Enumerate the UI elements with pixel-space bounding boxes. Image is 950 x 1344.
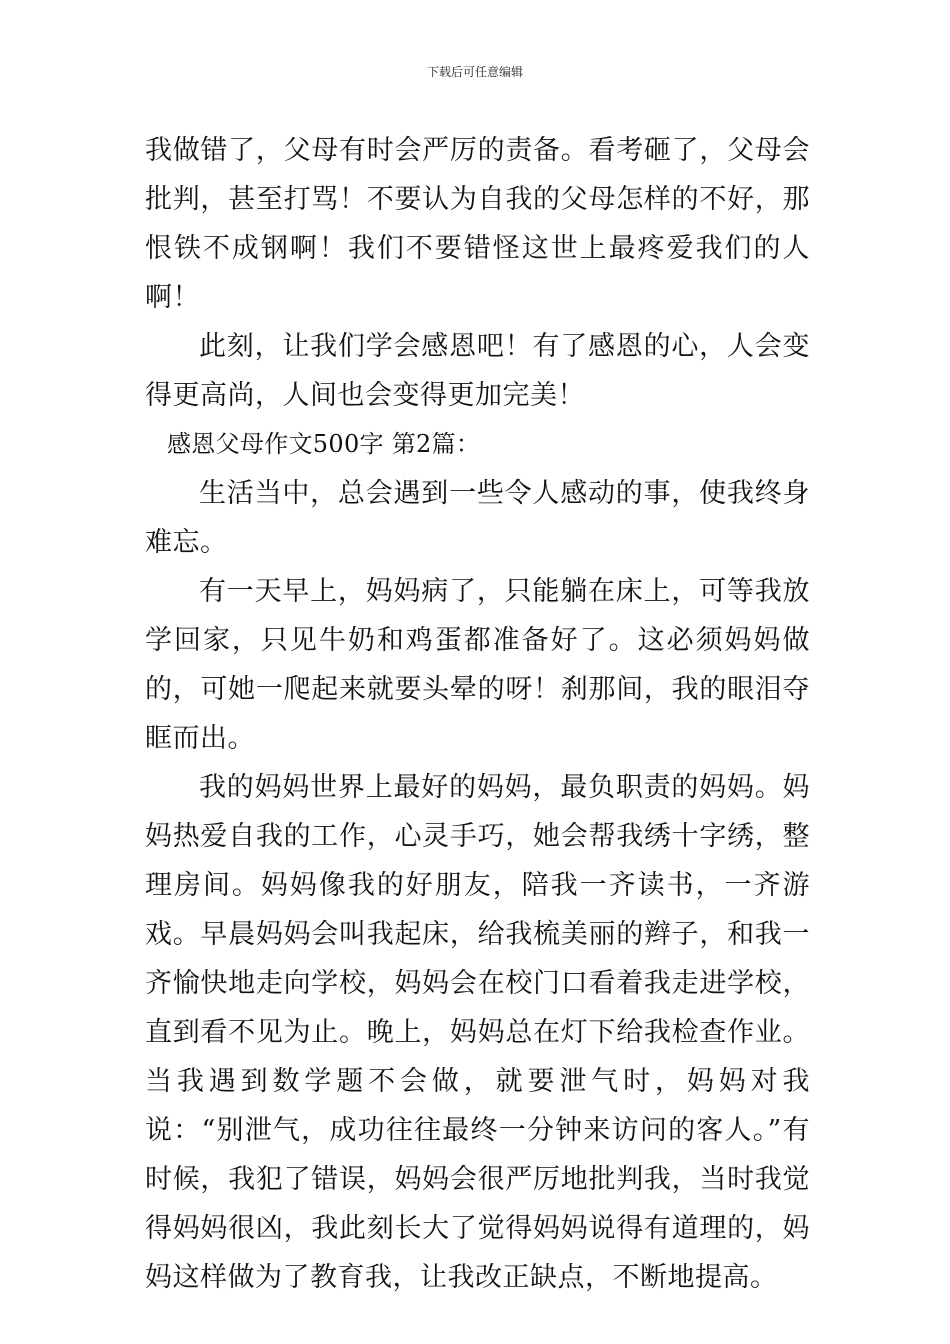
page-header: 下载后可任意编辑 <box>426 65 523 79</box>
paragraph-1: 我做错了，父母有时会严厉的责备。看考砸了，父母会批判，甚至打骂！不要认为自我的父母怎样的不好，那恨铁不成钢啊！我们不要错怪这世上最疼爱我们的人啊！ <box>145 135 810 313</box>
paragraph-2: 此刻，让我们学会感恩吧！有了感恩的心，人会变得更高尚，人间也会变得更加完美！ <box>145 331 810 411</box>
document-body <box>145 126 810 1302</box>
paragraph-4: 有一天早上，妈妈病了，只能躺在床上，可等我放学回家，只见牛奶和鸡蛋都准备好了。这必须妈妈做的，可她一爬起来就要头晕的呀！刹那间，我的眼泪夺眶而出。 <box>145 576 810 754</box>
paragraph-3: 生活当中，总会遇到一些令人感动的事，使我终身难忘。 <box>145 478 810 558</box>
paragraph-5: 我的妈妈世界上最好的妈妈，最负职责的妈妈。妈妈热爱自我的工作，心灵手巧，她会帮我绣十字绣，整理房间。妈妈像我的好朋友，陪我一齐读书，一齐游戏。早晨妈妈会叫我起床，给我梳美丽的辫子，和我一齐愉快地走向学校，妈妈会在校门口看着我走进学校，直到看不见为止。晚上，妈妈总在灯下给我检查作业。当我遇到数学题不会做，就要泄气时，妈妈对我说：“别泄气，成功往往最终一分钟来访问的客人。”有时候，我犯了错误，妈妈会很严厉地批判我，当时我觉得妈妈很凶，我此刻长大了觉得妈妈说得有道理的，妈妈这样做为了教育我，让我改正缺点，不断地提高。 <box>145 772 810 1293</box>
section-title: 感恩父母作文500字 第2篇： <box>167 430 481 458</box>
